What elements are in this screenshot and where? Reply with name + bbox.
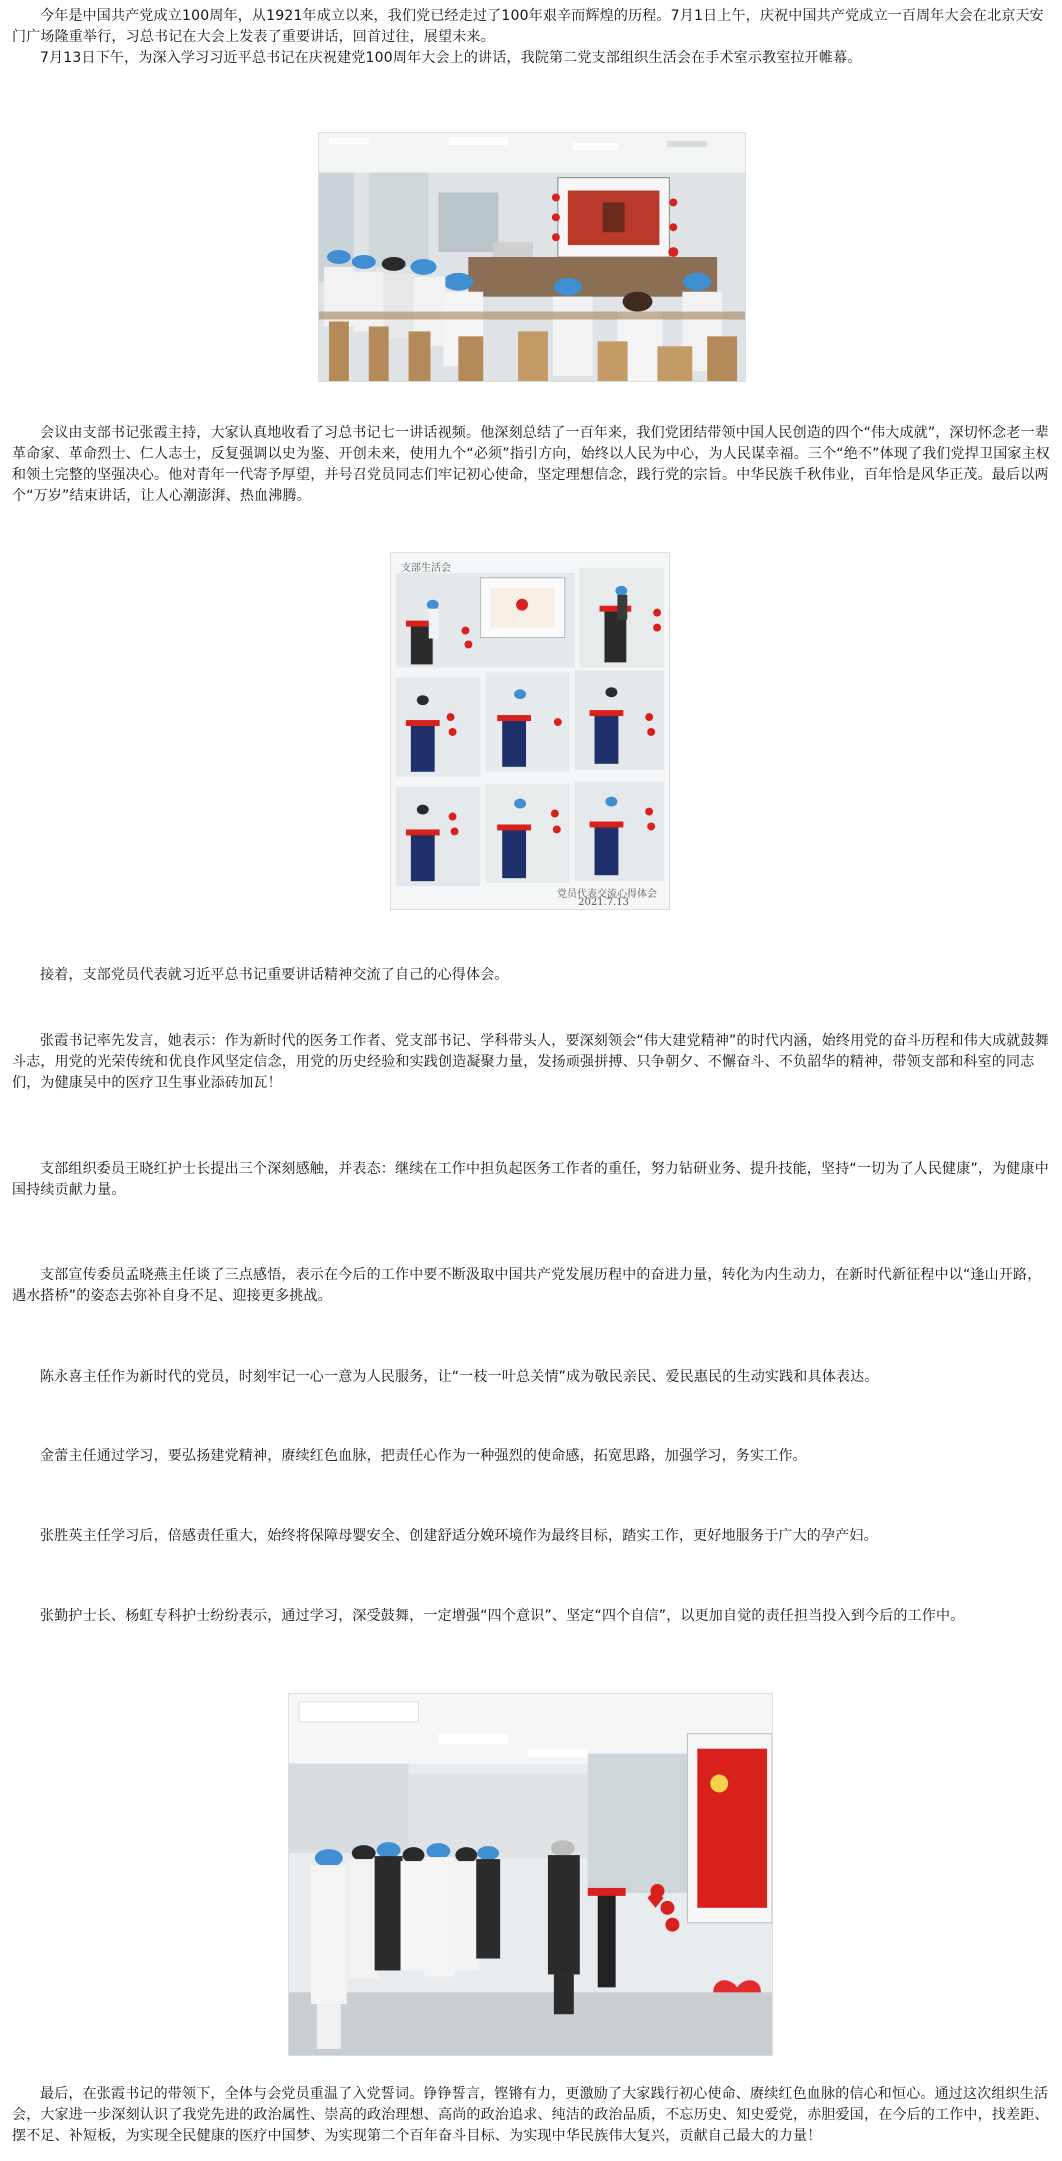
photo-collage-speakers bbox=[390, 552, 670, 910]
paragraph-propaganda-committee: 支部宣传委员孟晓燕主任谈了三点感悟，表示在今后的工作中要不断汲取中国共产党发展历程中的奋进力量，转化为内生动力，在新时代新征程中以“逢山开路，遇水搭桥”的姿态去弥补自身不足、迎接更多挑战。 bbox=[12, 1267, 1042, 1304]
collage-footer: 党员代表交流心得体会 bbox=[557, 889, 657, 900]
paragraph-representatives: 接着，支部党员代表就习近平总书记重要讲话精神交流了自己的心得体会。 bbox=[40, 967, 509, 983]
photo-oath-ceremony bbox=[288, 1693, 773, 2056]
paragraph-chair: 会议由支部书记张霞主持，大家认真地收看了习总书记七一讲话视频。他深刻总结了一百年来，我们党团结带领中国人民创造的四个“伟大成就”，深切怀念老一辈革命家、革命烈士、仁人志士，反复强调以史为鉴、开创未来，使用九个“必须”指引方向，始终以人民为中心，为人民谋幸福。三个“绝不”体现了我们党捍卫国家主权和领土完整的坚强决心。他对青年一代寄予厚望，并号召党员同志们牢记初心使命，坚定理想信念，践行党的宗旨。中华民族千秋伟业，百年恰是风华正茂。最后以两个“万岁”结束讲话，让人心潮澎湃、热血沸腾。 bbox=[12, 425, 1051, 504]
paragraph-intro: 今年是中国共产党成立100周年，从1921年成立以来，我们党已经走过了100年艰辛而辉煌的历程。7月1日上午，庆祝中国共产党成立一百周年大会在北京天安门广场隆重举行，习总书记在大会上发表了重要讲话，回首过往，展望未来。 bbox=[12, 8, 1044, 45]
paragraph-org-committee: 支部组织委员王晓红护士长提出三个深刻感触，并表态：继续在工作中担负起医务工作者的重任，努力钻研业务、提升技能，坚持“一切为了人民健康”，为健康中国持续贡献力量。 bbox=[12, 1161, 1049, 1198]
paragraph-closing: 最后，在张霞书记的带领下，全体与会党员重温了入党誓词。铮铮誓言，铿锵有力，更激励了大家践行初心使命、赓续红色血脉的信心和恒心。通过这次组织生活会，大家进一步深刻认识了我党先进的政治属性、崇高的政治理想、高尚的政治追求、纯洁的政治品质，不忘历史、知史爱党，赤胆爱国，在今后的工作中，找差距、摆不足、补短板，为实现全民健康的医疗中国梦、为实现第二个百年奋斗目标、为实现中华民族伟大复兴，贡献自己最大的力量！ bbox=[12, 2086, 1049, 2144]
paragraph-jin: 金蕾主任通过学习，要弘扬建党精神，赓续红色血脉，把责任心作为一种强烈的使命感，拓宽思路，加强学习，务实工作。 bbox=[40, 1448, 807, 1464]
paragraph-meeting: 7月13日下午，为深入学习习近平总书记在庆祝建党100周年大会上的讲话，我院第二党支部组织生活会在手术室示教室拉开帷幕。 bbox=[40, 50, 862, 66]
oath-ceremony-image bbox=[289, 1694, 772, 2055]
photo-meeting-room bbox=[318, 132, 746, 382]
collage-header: 支部生活会 bbox=[401, 563, 451, 574]
paragraph-nurses: 张勤护士长、杨虹专科护士纷纷表示，通过学习，深受鼓舞，一定增强“四个意识”、坚定“四个自信”，以更加自觉的责任担当投入到今后的工作中。 bbox=[40, 1608, 965, 1624]
collage-date: 2021.7.13 bbox=[578, 897, 629, 908]
speakers-collage-image bbox=[391, 553, 669, 909]
meeting-room-image bbox=[319, 133, 745, 381]
paragraph-zhang: 张胜英主任学习后，倍感责任重大，始终将保障母婴安全、创建舒适分娩环境作为最终目标，踏实工作，更好地服务于广大的孕产妇。 bbox=[40, 1528, 878, 1544]
paragraph-chen: 陈永喜主任作为新时代的党员，时刻牢记一心一意为人民服务，让“一枝一叶总关情”成为敬民亲民、爱民惠民的生动实践和具体表达。 bbox=[40, 1369, 879, 1385]
paragraph-secretary: 张霞书记率先发言，她表示：作为新时代的医务工作者、党支部书记、学科带头人，要深刻领会“伟大建党精神”的时代内涵，始终用党的奋斗历程和伟大成就鼓舞斗志，用党的光荣传统和优良作风坚定信念，用党的历史经验和实践创造凝聚力量，发扬顽强拼搏、只争朝夕、不懈奋斗、不负韶华的精神，带领支部和科室的同志们，为健康吴中的医疗卫生事业添砖加瓦！ bbox=[12, 1033, 1049, 1091]
